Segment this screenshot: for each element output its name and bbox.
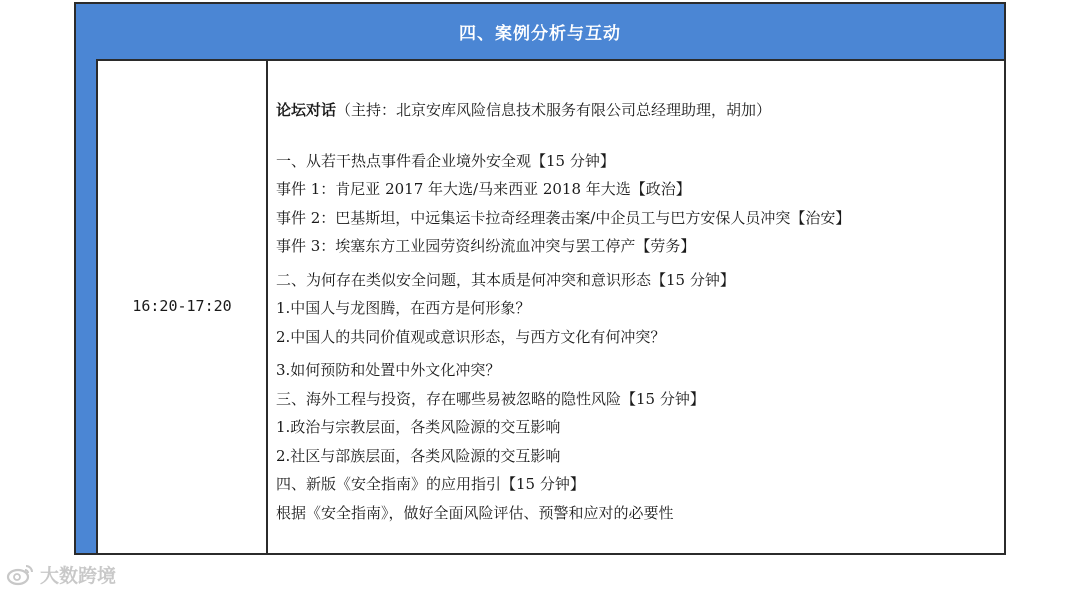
list-item: 1.政治与宗教层面，各类风险源的交互影响 (276, 418, 561, 436)
list-item: 2.社区与部族层面，各类风险源的交互影响 (276, 446, 561, 465)
topic-heading-3: 三、海外工程与投资，存在哪些易被忽略的隐性风险【15 分钟】 (276, 389, 705, 408)
list-item: 1.中国人与龙图腾，在西方是何形象？ (276, 299, 531, 317)
topic-heading-4: 四、新版《安全指南》的应用指引【15 分钟】 (276, 475, 585, 493)
forum-host: （主持：北京安库风险信息技术服务有限公司总经理助理，胡加） (336, 101, 772, 119)
content-cell (276, 96, 998, 527)
left-color-stripe (76, 59, 98, 553)
topic-heading-1: 一、从若干热点事件看企业境外安全观【15 分钟】 (276, 151, 615, 170)
list-item: 事件 3：埃塞东方工业园劳资纠纷流血冲突与罢工停产【劳务】 (276, 237, 696, 255)
section-title: 四、案例分析与互动 (459, 24, 621, 44)
weibo-logo-icon (6, 562, 36, 586)
list-item: 根据《安全指南》，做好全面风险评估、预警和应对的必要性 (276, 503, 674, 522)
list-item: 事件 2：巴基斯坦，中远集运卡拉奇经理袭击案/中企员工与巴方安保人员冲突【治安】 (276, 208, 851, 227)
agenda-table (74, 2, 1006, 555)
list-item: 3.如何预防和处置中外文化冲突？ (276, 361, 501, 379)
watermark (6, 560, 116, 588)
topic-heading-2: 二、为何存在类似安全问题，其本质是何冲突和意识形态【15 分钟】 (276, 270, 735, 289)
list-item: 事件 1：肯尼亚 2017 年大选/马来西亚 2018 年大选【政治】 (276, 180, 691, 198)
forum-title: 论坛对话 (276, 101, 337, 119)
list-item: 2.中国人的共同价值观或意识形态，与西方文化有何冲突？ (276, 327, 666, 346)
time-cell (98, 59, 268, 553)
forum-line (276, 96, 998, 125)
time-range: 16:20-17:20 (132, 297, 232, 315)
watermark-text: 大数跨境 (40, 564, 117, 587)
section-header (76, 4, 1004, 61)
